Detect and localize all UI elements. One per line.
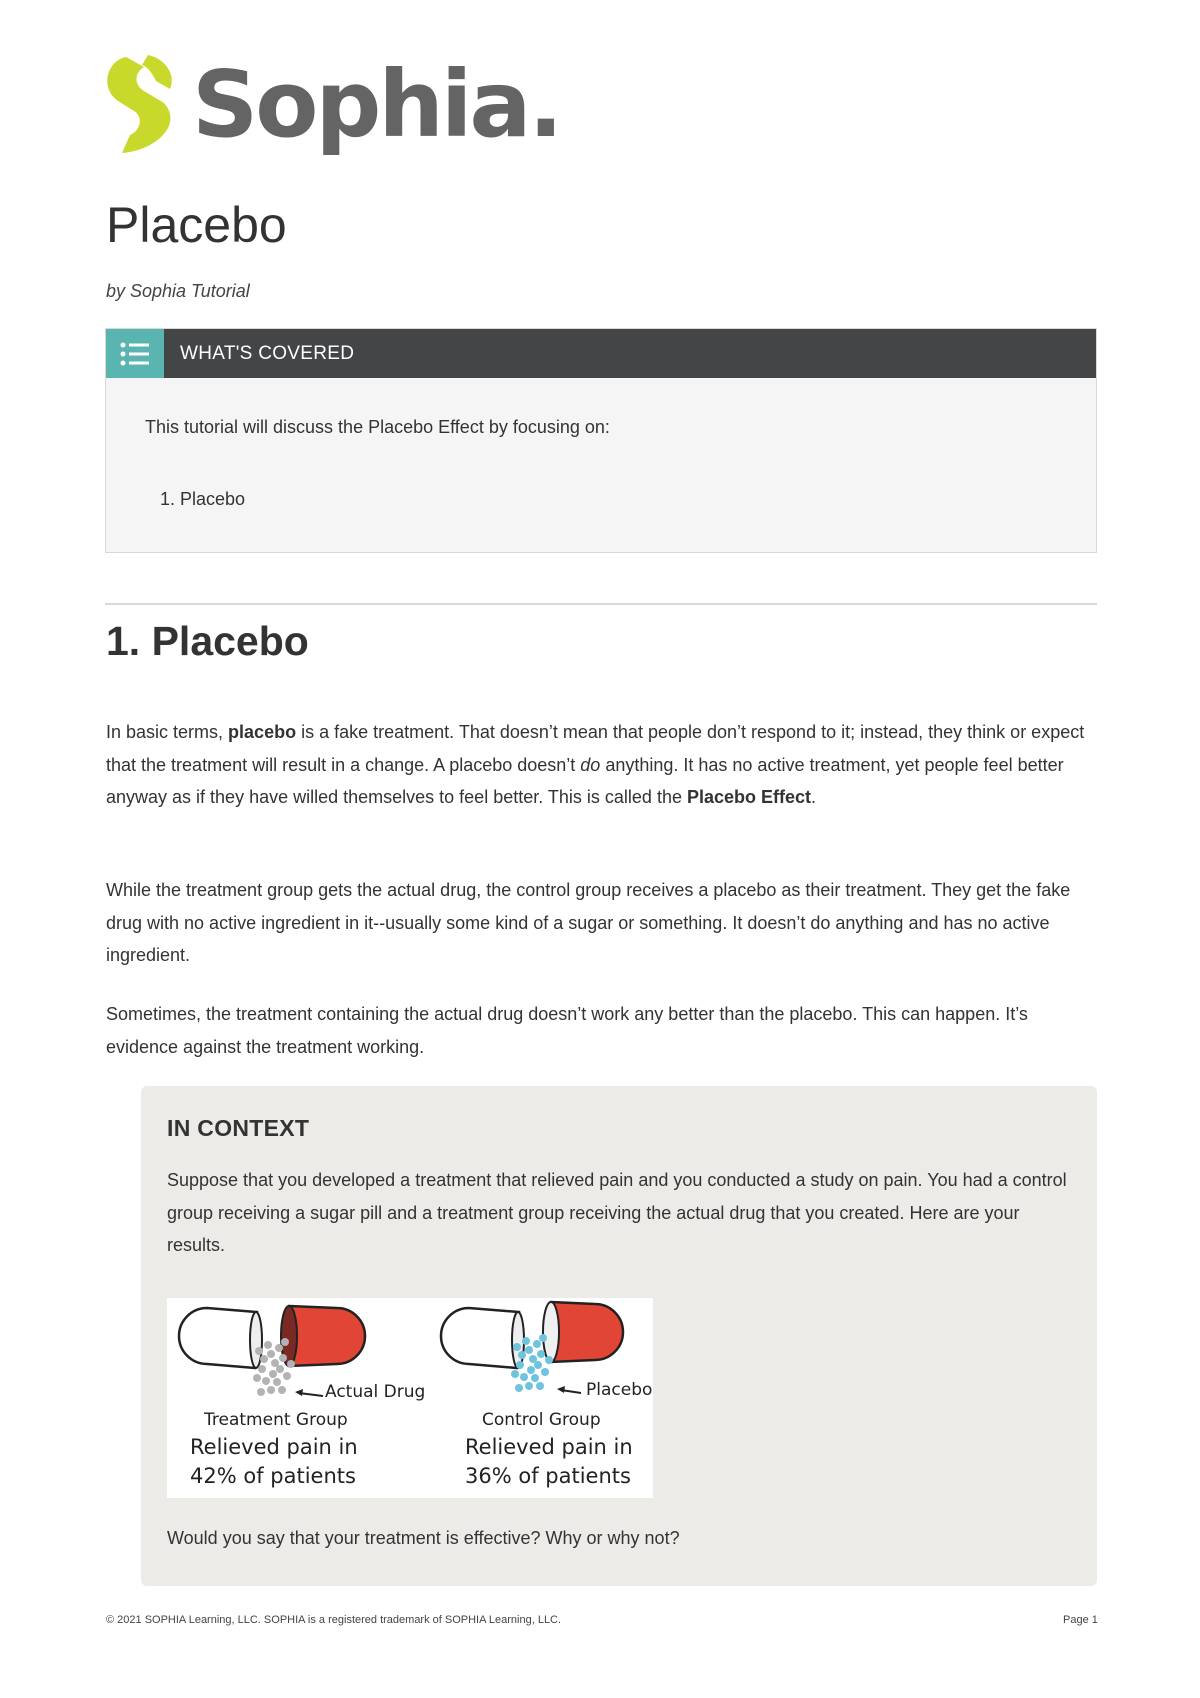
granule-dot: [267, 1350, 275, 1358]
results-figure: [167, 1298, 653, 1498]
p1-text: is a fake treatment. That doesn’t mean that people don’t respond to it; instead, they think or expect that the treatment will result in a change. A placebo doesn’t: [106, 722, 1085, 775]
granule-dot: [267, 1386, 275, 1394]
granule-dot: [539, 1334, 547, 1342]
whats-covered-item: 1. Placebo: [160, 489, 246, 509]
granule-dot: [269, 1370, 277, 1378]
granule-dot: [520, 1373, 528, 1381]
granule-dot: [253, 1374, 261, 1382]
in-context-box: [141, 1086, 1097, 1586]
actual-drug-capsule: [179, 1306, 365, 1368]
p1-text: In basic terms,: [106, 722, 229, 742]
granule-dot: [258, 1365, 266, 1373]
granule-dot: [537, 1350, 545, 1358]
granule-dot: [541, 1368, 549, 1376]
actual-drug-pointer-line: [299, 1393, 323, 1396]
control-result-line1: Relieved pain in: [465, 1435, 633, 1459]
treatment-result-line1: Relieved pain in: [190, 1435, 358, 1459]
granule-dot: [281, 1338, 289, 1346]
in-context-title: IN CONTEXT: [167, 1115, 310, 1141]
granule-dot: [276, 1365, 284, 1373]
whats-covered-title: WHAT'S COVERED: [180, 342, 355, 364]
sophia-logo: [104, 51, 561, 158]
footer-page-number: Page 1: [1063, 1614, 1098, 1626]
term-placebo-effect: Placebo Effect: [686, 787, 812, 807]
granule-dot: [278, 1386, 286, 1394]
actual-drug-label: Actual Drug: [325, 1382, 426, 1402]
control-result-line2: 36% of patients: [465, 1464, 631, 1488]
granule-dot: [275, 1344, 283, 1352]
paragraph-3: Sometimes, the treatment containing the actual drug doesn’t work any better than the placebo. This can happen. It’s evidence against the treatment working.: [106, 1004, 1028, 1057]
in-context-question: Would you say that your treatment is effective? Why or why not?: [167, 1528, 680, 1548]
whats-covered-box: [105, 328, 1097, 553]
section-divider: [105, 603, 1097, 605]
term-placebo: placebo: [228, 722, 297, 742]
sophia-mark-icon: [104, 55, 178, 155]
granule-dot: [522, 1337, 530, 1345]
granule-dot: [260, 1355, 268, 1363]
granule-dot: [516, 1361, 524, 1369]
emphasis-do: do: [580, 754, 601, 775]
granule-dot: [536, 1382, 544, 1390]
in-context-text: Suppose that you developed a treatment that relieved pain and you conducted a study on pain. You had a control group receiving a sugar pill and a treatment group receiving the actual drug that you created. Here are your results.: [167, 1170, 1067, 1255]
granule-dot: [513, 1343, 521, 1351]
granule-dot: [262, 1377, 270, 1385]
granule-dot: [257, 1388, 265, 1396]
treatment-result-line2: 42% of patients: [190, 1464, 356, 1488]
granule-dot: [273, 1378, 281, 1386]
sophia-wordmark: Sophia.: [192, 51, 561, 158]
granule-dot: [255, 1347, 263, 1355]
granule-dot: [534, 1361, 542, 1369]
p1-text: anything. It has no active treatment, yet people feel better anyway as if they have willed themselves to feel better. This is called the: [106, 754, 1064, 807]
granule-dot: [264, 1341, 272, 1349]
page-title: Placebo: [106, 197, 287, 253]
footer-copyright: © 2021 SOPHIA Learning, LLC. SOPHIA is a registered trademark of SOPHIA Learning, LLC.: [106, 1614, 562, 1626]
treatment-group-label: Treatment Group: [204, 1410, 348, 1430]
list-icon: [106, 329, 164, 378]
paragraph-2: While the treatment group gets the actual drug, the control group receives a placebo as their treatment. They get the fake drug with no active ingredient in it--usually some kind of a sugar or something. It doesn’t do anything and has no active ingredient.: [106, 880, 1071, 965]
byline: by Sophia Tutorial: [106, 281, 250, 301]
granule-dot: [545, 1356, 553, 1364]
granule-dot: [283, 1372, 291, 1380]
whats-covered-intro: This tutorial will discuss the Placebo Effect by focusing on:: [145, 417, 610, 437]
granule-dot: [511, 1370, 519, 1378]
whats-covered-header: [106, 329, 1096, 378]
granule-dot: [533, 1340, 541, 1348]
granule-dot: [279, 1354, 287, 1362]
granule-dot: [525, 1346, 533, 1354]
paragraph-1: [106, 716, 1096, 814]
granule-dot: [515, 1384, 523, 1392]
p1-text: .: [811, 787, 817, 807]
granule-dot: [525, 1382, 533, 1390]
granule-dot: [531, 1374, 539, 1382]
placebo-label: Placebo: [586, 1380, 653, 1400]
granule-dot: [287, 1360, 295, 1368]
control-group-label: Control Group: [482, 1410, 601, 1430]
section-heading: 1. Placebo: [106, 618, 309, 664]
granule-dot: [518, 1351, 526, 1359]
granule-dot: [527, 1366, 535, 1374]
